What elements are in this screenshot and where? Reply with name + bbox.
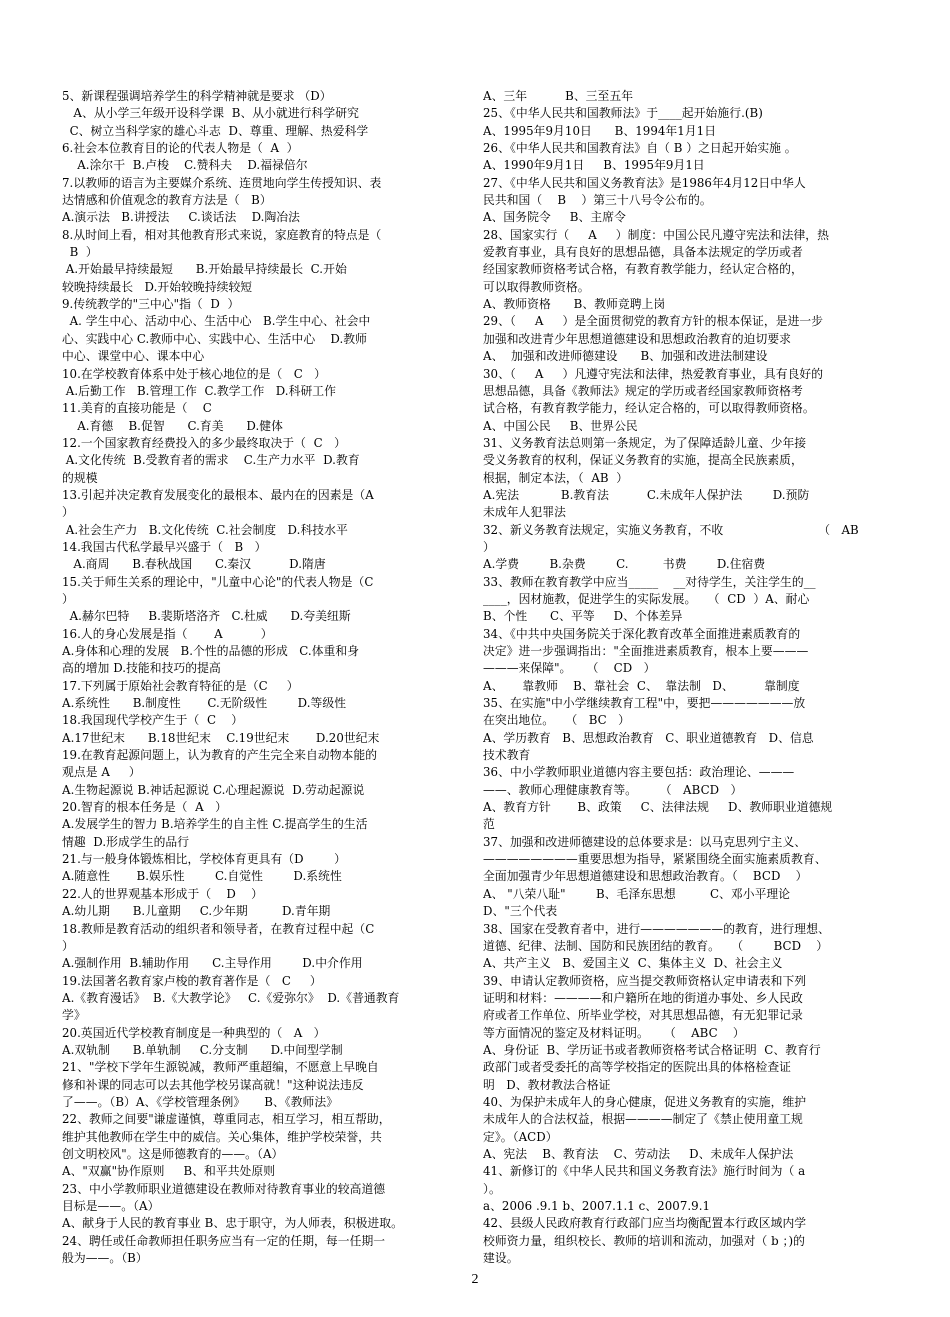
text-line: A、 "八荣八耻" B、毛泽东思想 C、邓小平理论 <box>483 886 791 901</box>
text-line: ） <box>62 938 74 953</box>
text-line: A.17世纪末 B.18世纪末 C.19世纪末 D.20世纪末 <box>62 730 380 745</box>
text-line: 加强和改进青少年思想道德建设和思想政治教育的迫切要求 <box>483 331 792 346</box>
text-line: 35、在实施"中小学继续教育工程"中，要把———————放 <box>483 696 806 711</box>
text-line: ） <box>62 505 74 520</box>
text-line: 42、县级人民政府教育行政部门应当均衡配置本行政区域内学 <box>483 1216 807 1231</box>
text-line: 18.教师是教育活动的组织者和领导者，在教育过程中起（C <box>62 921 375 936</box>
text-line: 25、《中华人民共和国教师法》于____起开始施行.(B) <box>483 106 763 121</box>
text-line: 19.法国著名教育家卢梭的教育著作是（ C ） <box>62 973 322 988</box>
text-line: 20.智育的根本任务是（ A ） <box>62 800 227 815</box>
text-line: 17.下列属于原始社会教育特征的是（C ） <box>62 678 299 693</box>
text-line: 23、中小学教师职业道德建设在教师对待教育事业的较高道德 <box>62 1181 386 1196</box>
text-line: 等方面情况的鉴定及材料证明。 （ ABC ） <box>483 1025 745 1040</box>
text-line: 19.在教育起源问题上，认为教育的产生完全来自动物本能的 <box>62 748 378 763</box>
text-line: 证明和材料：————和户籍所在地的街道办事处、乡人民政 <box>483 990 803 1005</box>
text-line: 技术教育 <box>483 748 531 763</box>
text-line: 未成年人的合法权益，根据————制定了《禁止使用童工规 <box>483 1112 803 1127</box>
text-line: 全面加强青少年思想道德建设和思想政治教育。（ BCD ） <box>483 869 808 884</box>
text-line: 范 <box>483 817 495 832</box>
text-line: 20.英国近代学校教育制度是一种典型的（ A ） <box>62 1025 326 1040</box>
text-line: A.随意性 B.娱乐性 C.自觉性 D.系统性 <box>62 869 342 884</box>
right-column <box>483 88 891 1267</box>
text-line: A、1995年9月10日 B、1994年1月1日 <box>483 123 717 138</box>
text-line: 36、中小学教师职业道德内容主要包括：政治理论、——— <box>483 765 795 780</box>
text-line: 34、《中共中央国务院关于深化教育改革全面推进素质教育的 <box>483 626 801 641</box>
text-line: 24、聘任或任命教师担任职务应当有一定的任期，每一任期一 <box>62 1233 386 1248</box>
text-line: ———来保障"。 （ CD ） <box>483 661 656 676</box>
text-line: 37、加强和改进师德建设的总体要求是：以马克思列宁主义、 <box>483 834 807 849</box>
text-line: 心、实践中心 C.教师中心、实践中心、生活中心 D.教师 <box>62 331 367 346</box>
text-line: 目标是——。（A） <box>62 1199 160 1213</box>
text-line: 30、（ A ）凡遵守宪法和法律，热爱教育事业，具有良好的 <box>483 366 824 381</box>
text-line: 达情感和价值观念的教育方法是（ B） <box>62 193 272 208</box>
text-line: ） <box>483 539 495 554</box>
text-line: 11.美育的直接功能是（ C <box>62 401 212 416</box>
text-line: A.生物起源说 B.神话起源说 C.心理起源说 D.劳动起源说 <box>62 782 365 797</box>
text-line: 15.关于师生关系的理论中，"儿童中心论"的代表人物是（C <box>62 574 374 589</box>
text-line: A、献身于人民的教育事业 B、忠于职守，为人师表，积极进取。 <box>62 1216 403 1231</box>
text-line: D、"三个代表 <box>483 904 558 919</box>
text-line: 14.我国古代私学最早兴盛于（ B ） <box>62 539 267 554</box>
text-line: 般为——。（B） <box>62 1251 148 1266</box>
text-line: A、三年 B、三至五年 <box>483 89 634 103</box>
text-line: C、树立当科学家的雄心斗志 D、尊重、理解、热爱科学 <box>62 123 369 138</box>
text-line: A、学历教育 B、思想政治教育 C、职业道德教育 D、信息 <box>483 730 814 745</box>
text-line: 府或者工作单位、所毕业学校，对其思想品德，有无犯罪记录 <box>483 1008 803 1023</box>
text-line: A.发展学生的智力 B.培养学生的自主性 C.提高学生的生活 <box>62 817 368 832</box>
text-line: A.宪法 B.教育法 C.未成年人保护法 D.预防 <box>483 487 810 502</box>
text-line: A.强制作用 B.辅助作用 C.主导作用 D.中介作用 <box>62 956 363 971</box>
text-line: 41、新修订的《中华人民共和国义务教育法》施行时间为（ a <box>483 1164 806 1179</box>
text-line: ） <box>62 591 74 606</box>
text-line: 思想品德，具备《教师法》规定的学历或者经国家教师资格考 <box>483 383 803 398</box>
text-line: A、教师资格 B、教师竞聘上岗 <box>483 297 666 312</box>
text-line: 中心、课堂中心、课本中心 <box>62 349 205 364</box>
text-line: 39、申请认定教师资格，应当提交教师资格认定申请表和下列 <box>483 973 807 988</box>
text-line: 28、国家实行（ A ）制度：中国公民凡遵守宪法和法律，热 <box>483 227 830 242</box>
text-line: A.社会生产力 B.文化传统 C.社会制度 D.科技水平 <box>62 522 348 537</box>
text-line: B、个性 C、平等 D、个体差异 <box>483 609 683 624</box>
text-line: 维护其他教师在学生中的威信。关心集体，维护学校荣誉，共 <box>62 1129 382 1144</box>
text-line: 31、义务教育法总则第一条规定，为了保障适龄儿童、少年接 <box>483 435 807 450</box>
text-line: A. 学生中心、活动中心、生活中心 B.学生中心、社会中 <box>62 314 371 329</box>
text-line: 未成年人犯罪法 <box>483 505 566 520</box>
text-line: A、宪法 B、教育法 C、劳动法 D、未成年人保护法 <box>483 1146 794 1161</box>
text-line: B ） <box>62 245 98 260</box>
text-line: 民共和国（ B ）第三十八号令公布的。 <box>483 193 712 208</box>
text-line: 16.人的身心发展是指（ A ） <box>62 626 273 641</box>
text-line: A.双轨制 B.单轨制 C.分支制 D.中间型学制 <box>62 1042 343 1057</box>
text-line: 27、《中华人民共和国义务教育法》是1986年4月12日中华人 <box>483 175 806 190</box>
text-line: A.《教育漫话》 B.《大教学论》 C.《爱弥尔》 D.《普通教育 <box>62 990 400 1005</box>
text-line: 情趣 D.形成学生的品行 <box>62 834 190 849</box>
text-line: A、从小学三年级开设科学课 B、从小就进行科学研究 <box>62 106 359 121</box>
text-line: 21、"学校下学年生源锐减，教师严重超编，不愿意上早晚自 <box>62 1060 379 1075</box>
text-line: A.系统性 B.制度性 C.无阶级性 D.等级性 <box>62 696 347 711</box>
text-line: 校师资力量，组织校长、教师的培训和流动，加强对（ b ；)的 <box>483 1233 805 1248</box>
text-line: 38、国家在受教育者中，进行———————的教育，进行理想、 <box>483 921 830 936</box>
text-line: 建设。 <box>483 1251 519 1266</box>
text-line: 12.一个国家教育经费投入的多少最终取决于（ C ） <box>62 435 346 450</box>
text-line: 定》。（ACD） <box>483 1129 558 1144</box>
text-line: 试合格，有教育教学能力，经认定合格的，可以取得教师资格。 <box>483 401 815 416</box>
text-line: A、教育方针 B、政策 C、法律法规 D、教师职业道德规 <box>483 800 833 815</box>
text-line: 决定》进一步强调指出："全面推进素质教育，根本上要——— <box>483 644 809 658</box>
text-line: A、 加强和改进师德建设 B、加强和改进法制建设 <box>483 349 768 364</box>
text-line: 高的增加 D.技能和技巧的提高 <box>62 661 221 676</box>
text-line: 33、教师在教育教学中应当_____ __对待学生，关注学生的__ <box>483 574 816 589</box>
text-line: A.身体和心理的发展 B.个性的品德的形成 C.体重和身 <box>62 644 360 658</box>
text-line: 29、（ A ）是全面贯彻党的教育方针的根本保证，是进一步 <box>483 314 824 329</box>
text-line: 爱教育事业，具有良好的思想品德，具备本法规定的学历或者 <box>483 245 803 260</box>
text-line: 修和补课的同志可以去其他学校另谋高就！"这种说法违反 <box>62 1077 364 1092</box>
text-line: 政部门或者受委托的高等学校指定的医院出具的体格检查证 <box>483 1060 792 1075</box>
text-line: 40、为保护未成年人的身心健康，促进义务教育的实施，维护 <box>483 1094 807 1109</box>
text-line: A、中国公民 B、世界公民 <box>483 418 638 433</box>
text-line: 学》 <box>62 1008 86 1023</box>
text-line: A.幼儿期 B.儿童期 C.少年期 D.青年期 <box>62 904 331 919</box>
text-line: ）。 <box>483 1181 501 1196</box>
text-line: ————————重要思想为指导，紧紧围绕全面实施素质教育、 <box>483 852 827 867</box>
text-line: 22.人的世界观基本形成于（ D ） <box>62 886 263 901</box>
text-line: A、1990年9月1日 B、1995年9月1日 <box>483 158 705 173</box>
text-line: 经国家教师资格考试合格，有教育教学能力，经认定合格的， <box>483 262 803 277</box>
text-line: A.学费 B.杂费 C. 书费 D.住宿费 <box>483 557 766 572</box>
text-line: 根据，制定本法，（ AB ） <box>483 470 629 485</box>
text-line: 5、新课程强调培养学生的科学精神就是要求 （D） <box>62 89 332 103</box>
text-line: 26、《中华人民共和国教育法》自（ B ）之日起开始实施 。 <box>483 141 797 156</box>
text-line: A.涂尔干 B.卢梭 C.赞科夫 D.福禄倍尔 <box>62 158 308 173</box>
text-line: 较晚持续最长 D.开始较晚持续较短 <box>62 279 253 294</box>
text-line: 在突出地位。 （ BC ） <box>483 713 630 728</box>
text-line: 创文明校风"。这是师德教育的——。（A） <box>62 1146 284 1161</box>
text-line: 18.我国现代学校产生于（ C ） <box>62 713 244 728</box>
text-line: ——、教师心理健康教育等。 （ ABCD ） <box>483 782 743 797</box>
text-line: A、共产主义 B、爱国主义 C、集体主义 D、社会主义 <box>483 956 783 971</box>
text-line: 道德、纪律、法制、国防和民族团结的教育。 （ BCD ） <box>483 938 829 953</box>
text-line: A.演示法 B.讲授法 C.谈话法 D.陶冶法 <box>62 210 300 225</box>
text-line: 可以取得教师资格。 <box>483 279 590 294</box>
text-line: 了——。（B）A、《学校管理条例》 B、《教师法》 <box>62 1094 339 1109</box>
text-line: A.开始最早持续最短 B.开始最早持续最长 C.开始 <box>62 262 347 277</box>
text-line: 9.传统教学的"三中心"指（ D ） <box>62 297 240 312</box>
page-number: 2 <box>471 1272 479 1287</box>
text-line: 7.以教师的语言为主要媒介系统、连贯地向学生传授知识、表 <box>62 175 382 190</box>
text-line: A.育德 B.促智 C.育美 D.健体 <box>62 418 284 433</box>
text-line: 6.社会本位教育目的论的代表人物是（ A ） <box>62 141 299 156</box>
text-line: A.后勤工作 B.管理工作 C.教学工作 D.科研工作 <box>62 383 336 398</box>
text-line: 21.与一般身体锻炼相比，学校体育更具有（D ） <box>62 852 346 867</box>
left-column <box>62 88 470 1267</box>
text-line: A、"双赢"协作原则 B、和平共处原则 <box>62 1164 276 1179</box>
text-line: 32、新义务教育法规定，实施义务教育，不收 （ AB <box>483 522 859 537</box>
text-line: 10.在学校教育体系中处于核心地位的是（ C ） <box>62 366 327 381</box>
text-line: 13.引起并决定教育发展变化的最根本、最内在的因素是（A <box>62 487 374 502</box>
text-line: A.文化传统 B.受教育者的需求 C.生产力水平 D.教育 <box>62 453 360 468</box>
text-line: 的规模 <box>62 470 98 485</box>
text-line: ____，因材施教，促进学生的实际发展。 （ CD ）A、耐心 <box>483 591 810 606</box>
text-line: 明 D、教材教法合格证 <box>483 1077 611 1092</box>
text-line: a、2006 .9.1 b、2007.1.1 c、2007.9.1 <box>483 1199 711 1213</box>
text-line: A.商周 B.春秋战国 C.秦汉 D.隋唐 <box>62 557 326 572</box>
text-line: A.赫尔巴特 B.裴斯塔洛齐 C.杜威 D.夸美纽斯 <box>62 609 351 624</box>
text-line: 8.从时间上看，相对其他教育形式来说，家庭教育的特点是（ <box>62 227 382 242</box>
text-line: 受义务教育的权利，保证义务教育的实施，提高全民族素质， <box>483 453 803 468</box>
text-line: 观点是 A ） <box>62 765 141 780</box>
text-line: A、 靠教师 B、靠社会 C、 靠法制 D、 靠制度 <box>483 678 800 693</box>
text-line: 22、教师之间要"谦虚谨慎，尊重同志，相互学习，相互帮助， <box>62 1112 391 1127</box>
text-line: A、国务院令 B、主席令 <box>483 210 626 225</box>
text-line: A、身份证 B、学历证书或者教师资格考试合格证明 C、教育行 <box>483 1042 821 1057</box>
